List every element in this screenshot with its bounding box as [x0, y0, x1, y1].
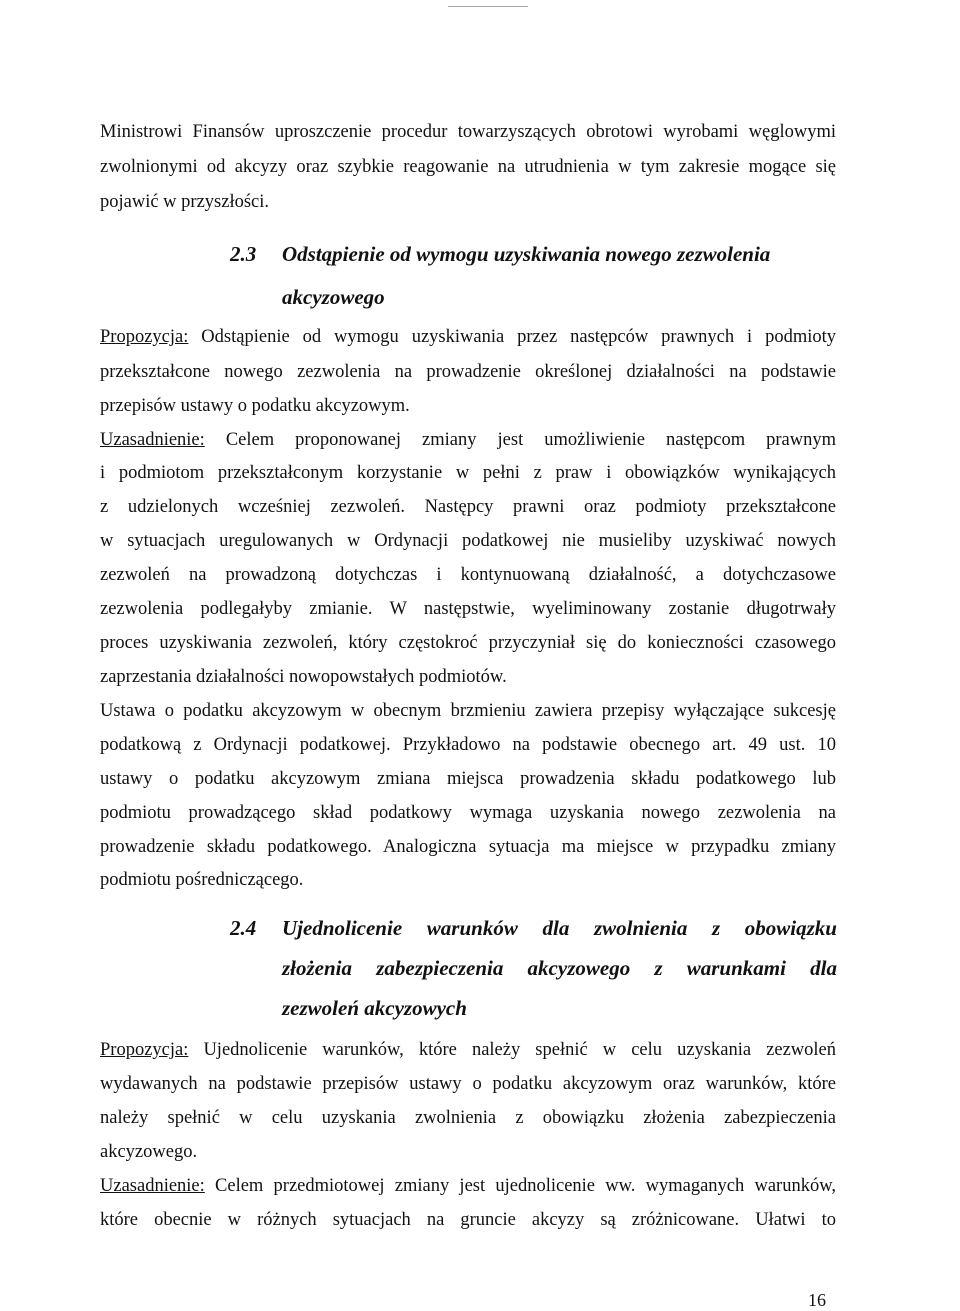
section-2-3-rationale-line-1	[100, 428, 836, 452]
section-2-3-law-line-1: Ustawa o podatku akcyzowym w obecnym brzmieniu zawiera przepisy wyłączające sukcesję	[100, 701, 836, 721]
rationale-label: Uzasadnienie:	[100, 430, 205, 450]
section-2-4-title-line-3: zezwoleń akcyzowych	[282, 996, 467, 1020]
intro-line-2: zwolnionymi od akcyzy oraz szybkie reagowanie na utrudnienia w tym zakresie mogące się	[100, 157, 836, 177]
rationale-label: Uzasadnienie:	[100, 1176, 205, 1196]
section-2-3-rationale-line-4: w sytuacjach uregulowanych w Ordynacji podatkowej nie musieliby uzyskiwać nowych	[100, 531, 836, 551]
section-2-3-rationale-line-2: i podmiotom przekształconym korzystanie w pełni z praw i obowiązków wynikających	[100, 463, 836, 483]
section-2-3-rationale-line-7: proces uzyskiwania zezwoleń, który częstokroć przyczyniał się do konieczności czasowego	[100, 633, 836, 653]
section-2-3-law-line-6: podmiotu pośredniczącego.	[100, 870, 304, 890]
section-2-3-title-line-1: Odstąpienie od wymogu uzyskiwania nowego zezwolenia	[282, 242, 771, 266]
section-2-4-proposal-line-2: wydawanych na podstawie przepisów ustawy o podatku akcyzowym oraz warunków, które	[100, 1074, 836, 1094]
section-2-3-title-line-2: akcyzowego	[282, 285, 385, 309]
page-number: 16	[808, 1290, 826, 1310]
proposal-label: Propozycja:	[100, 327, 189, 347]
section-2-4-rationale-line-2: które obecnie w różnych sytuacjach na gruncie akcyzy są zróżnicowane. Ułatwi to	[100, 1210, 836, 1230]
section-2-3-law-line-5: prowadzenie składu podatkowego. Analogiczna sytuacja ma miejsce w przypadku zmiany	[100, 837, 836, 857]
section-2-3-law-line-2: podatkową z Ordynacji podatkowej. Przykładowo na podstawie obecnego art. 49 ust. 10	[100, 735, 836, 755]
section-2-4-title-line-2: złożenia zabezpieczenia akcyzowego z warunkami dla	[282, 956, 837, 980]
section-2-3-number: 2.3	[230, 242, 257, 266]
intro-line-1: Ministrowi Finansów uproszczenie procedur towarzyszących obrotowi wyrobami węglowymi	[100, 122, 836, 142]
proposal-label: Propozycja:	[100, 1040, 189, 1060]
rationale-text: Celem proponowanej zmiany jest umożliwienie następcom prawnym	[204, 430, 836, 450]
section-2-3-rationale-line-5: zezwoleń na prowadzoną dotychczas i kontynuowaną działalność, a dotychczasowe	[100, 565, 836, 585]
section-2-3-rationale-line-3: z udzielonych wcześniej zezwoleń. Następcy prawni oraz podmioty przekształcone	[100, 497, 836, 517]
section-2-4-rationale-line-1	[100, 1174, 836, 1198]
intro-line-3: pojawić w przyszłości.	[100, 192, 270, 212]
section-2-4-title-line-1: Ujednolicenie warunków dla zwolnienia z obowiązku	[282, 916, 837, 940]
proposal-text: Odstąpienie od wymogu uzyskiwania przez następców prawnych i podmioty	[188, 327, 836, 347]
section-2-3-rationale-line-6: zezwolenia podlegałyby zmianie. W następstwie, wyeliminowany zostanie długotrwały	[100, 599, 836, 619]
section-2-3-proposal-line-3: przepisów ustawy o podatku akcyzowym.	[100, 396, 410, 416]
section-2-3-rationale-line-8: zaprzestania działalności nowopowstałych podmiotów.	[100, 667, 507, 687]
section-2-3-proposal-line-1	[100, 325, 836, 349]
proposal-text: Ujednolicenie warunków, które należy spełnić w celu uzyskania zezwoleń	[188, 1040, 836, 1060]
section-2-4-proposal-line-4: akcyzowego.	[100, 1142, 198, 1162]
section-2-4-proposal-line-3: należy spełnić w celu uzyskania zwolnienia z obowiązku złożenia zabezpieczenia	[100, 1108, 836, 1128]
section-2-3-law-line-3: ustawy o podatku akcyzowym zmiana miejsca prowadzenia składu podatkowego lub	[100, 769, 836, 789]
section-2-4-number: 2.4	[230, 916, 257, 940]
rationale-text: Celem przedmiotowej zmiany jest ujednolicenie ww. wymaganych warunków,	[204, 1176, 836, 1196]
top-rule	[448, 6, 528, 7]
section-2-3-proposal-line-2: przekształcone nowego zezwolenia na prowadzenie określonej działalności na podstawie	[100, 362, 836, 382]
section-2-3-law-line-4: podmiotu prowadzącego skład podatkowy wymaga uzyskania nowego zezwolenia na	[100, 803, 836, 823]
section-2-4-proposal-line-1	[100, 1038, 836, 1062]
